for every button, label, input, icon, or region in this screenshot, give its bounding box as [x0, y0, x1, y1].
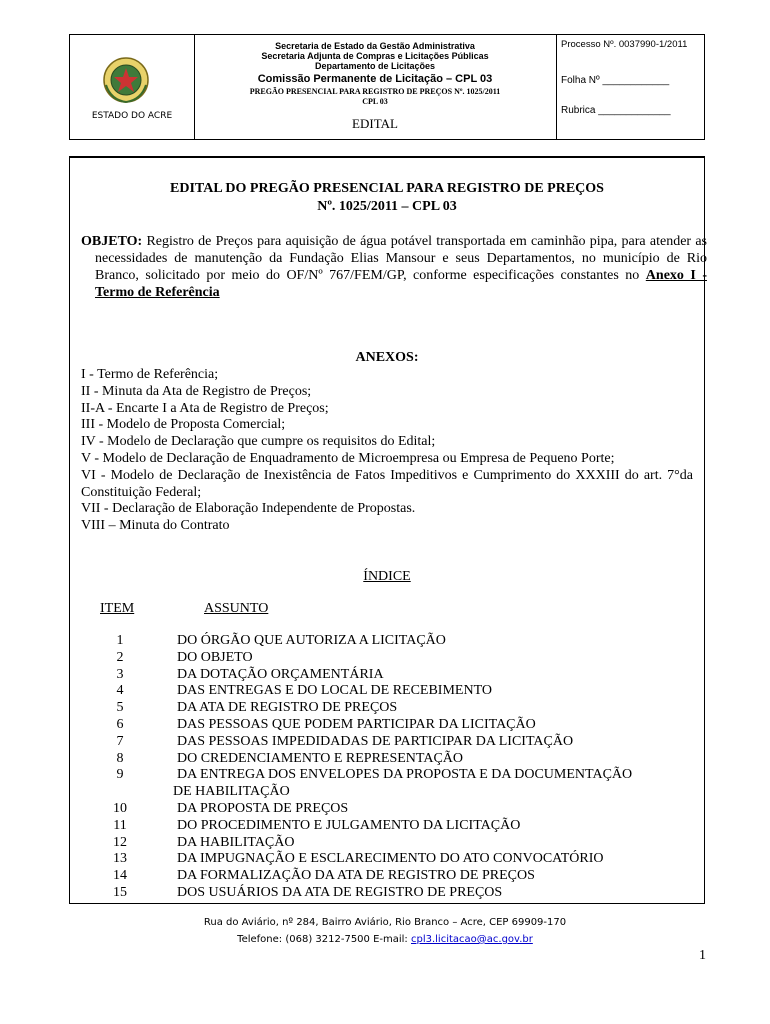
indice-item-number: 3	[116, 666, 124, 682]
indice-item-text-continuation: DE HABILITAÇÃO	[173, 784, 290, 800]
anexo-item: III - Modelo de Proposta Comercial;	[81, 417, 286, 433]
page-number: 1	[699, 948, 706, 963]
indice-item-text: DO ÓRGÃO QUE AUTORIZA A LICITAÇÃO	[177, 633, 446, 648]
indice-item-text: DA FORMALIZAÇÃO DA ATA DE REGISTRO DE PREÇOS	[177, 868, 535, 884]
footer-phone: Telefone: (068) 3212-7500 E-mail:	[237, 934, 411, 945]
header-table	[69, 34, 705, 140]
header-line-2: Secretaria Adjunta de Compras e Licitações Públicas	[261, 51, 489, 61]
rubrica-field: Rubrica _____________	[561, 105, 671, 116]
indice-item-text: DA DOTAÇÃO ORÇAMENTÁRIA	[177, 666, 384, 682]
anexo-item: II - Minuta da Ata de Registro de Preços;	[81, 383, 312, 399]
indice-item-text: DO PROCEDIMENTO E JULGAMENTO DA LICITAÇÃO	[177, 817, 521, 833]
anexo-item: VII - Declaração de Elaboração Independente de Propostas.	[81, 501, 416, 517]
anexo-item: II-A - Encarte I a Ata de Registro de Preços;	[81, 400, 329, 416]
anexo-item: I - Termo de Referência;	[81, 367, 219, 382]
indice-item-number: 9	[116, 767, 124, 783]
indice-item-number: 8	[116, 750, 124, 766]
indice-item-number: 7	[116, 733, 124, 749]
indice-item-text: DO CREDENCIAMENTO E REPRESENTAÇÃO	[177, 750, 464, 766]
footer-address: Rua do Aviário, nº 284, Bairro Aviário, Rio Branco – Acre, CEP 69909-170	[203, 917, 567, 928]
header-line-4: Comissão Permanente de Licitação – CPL 03	[257, 73, 493, 85]
anexo-item: V - Modelo de Declaração de Enquadramento de Microempresa ou Empresa de Pequeno Porte;	[81, 450, 615, 466]
anexo-item: VIII – Minuta do Contrato	[81, 518, 230, 534]
header-line-1: Secretaria de Estado da Gestão Administrativa	[275, 41, 475, 51]
document-number: Nº. 1025/2011 – CPL 03	[317, 199, 457, 214]
indice-item-text: DOS USUÁRIOS DA ATA DE REGISTRO DE PREÇOS	[177, 885, 503, 900]
header-edital: EDITAL	[352, 116, 398, 131]
header-right-cell	[557, 35, 705, 139]
anexos-title: ANEXOS:	[355, 350, 419, 365]
indice-item-number: 6	[116, 717, 124, 732]
header-line-3: Departamento de Licitações	[314, 61, 436, 71]
anexo-item: VI - Modelo de Declaração de Inexistência de Fatos Impeditivos e Cumprimento do XXXIII do art. 7°da Constituição Federal;	[81, 467, 693, 500]
indice-item-text: DAS PESSOAS IMPEDIDADAS DE PARTICIPAR DA LICITAÇÃO	[177, 733, 574, 749]
processo-number: Processo Nº. 0037990-1/2011	[561, 39, 688, 50]
document-title: EDITAL DO PREGÃO PRESENCIAL PARA REGISTRO DE PREÇOS	[170, 181, 604, 196]
state-seal-icon	[101, 55, 151, 105]
indice-item-number: 2	[116, 649, 124, 665]
folha-field: Folha Nº ____________	[561, 75, 670, 86]
column-assunto-header: ASSUNTO	[204, 601, 269, 616]
header-line-5: PREGÃO PRESENCIAL PARA REGISTRO DE PREÇOS Nº. 1025/2011	[249, 87, 501, 96]
indice-item-number: 11	[113, 817, 127, 833]
indice-item-number: 4	[116, 683, 124, 699]
indice-item-number: 5	[116, 700, 124, 716]
indice-item-text: DA PROPOSTA DE PREÇOS	[177, 801, 349, 816]
indice-item-text: DO OBJETO	[177, 649, 253, 665]
footer-contact	[0, 934, 770, 945]
indice-item-text: DAS PESSOAS QUE PODEM PARTICIPAR DA LICITAÇÃO	[177, 717, 536, 732]
indice-item-number: 13	[113, 851, 127, 867]
objeto-paragraph	[81, 233, 707, 301]
objeto-reference: Anexo I - Termo de Referência	[95, 268, 707, 300]
header-logo-cell	[70, 35, 195, 139]
indice-item-number: 14	[113, 868, 127, 884]
document-body	[69, 156, 705, 904]
indice-title: ÍNDICE	[363, 569, 411, 584]
indice-item-text: DA ATA DE REGISTRO DE PREÇOS	[177, 700, 398, 716]
indice-item-number: 12	[113, 834, 127, 850]
indice-item-text: DAS ENTREGAS E DO LOCAL DE RECEBIMENTO	[177, 683, 492, 699]
anexos-list	[81, 367, 693, 535]
objeto-label: OBJETO:	[81, 234, 143, 249]
indice-item-number: 15	[113, 885, 127, 900]
footer-email-link[interactable]: cpl3.licitacao@ac.gov.br	[410, 934, 533, 945]
indice-item-number: 10	[113, 801, 127, 816]
column-item-header: ITEM	[100, 601, 135, 616]
indice-item-text: DA HABILITAÇÃO	[177, 834, 295, 850]
header-center-cell	[194, 35, 557, 139]
indice-item-text: DA ENTREGA DOS ENVELOPES DA PROPOSTA E DA DOCUMENTAÇÃO	[177, 767, 633, 783]
indice-item-number: 1	[116, 633, 124, 648]
indice-item-text: DA IMPUGNAÇÃO E ESCLARECIMENTO DO ATO CONVOCATÓRIO	[177, 851, 604, 867]
anexo-item: IV - Modelo de Declaração que cumpre os requisitos do Edital;	[81, 434, 436, 450]
header-line-6: CPL 03	[362, 97, 388, 106]
objeto-text: Registro de Preços para aquisição de água potável transportada em caminhão pipa, para atender as necessidades de manutenção da Fundação Elias Mansour e seus Departamentos, no município de Rio Branco, solicitado por meio do OF/Nº 767/FEM/GP, conforme especificações constantes no	[95, 234, 707, 283]
estado-label: ESTADO DO ACRE	[91, 111, 173, 121]
